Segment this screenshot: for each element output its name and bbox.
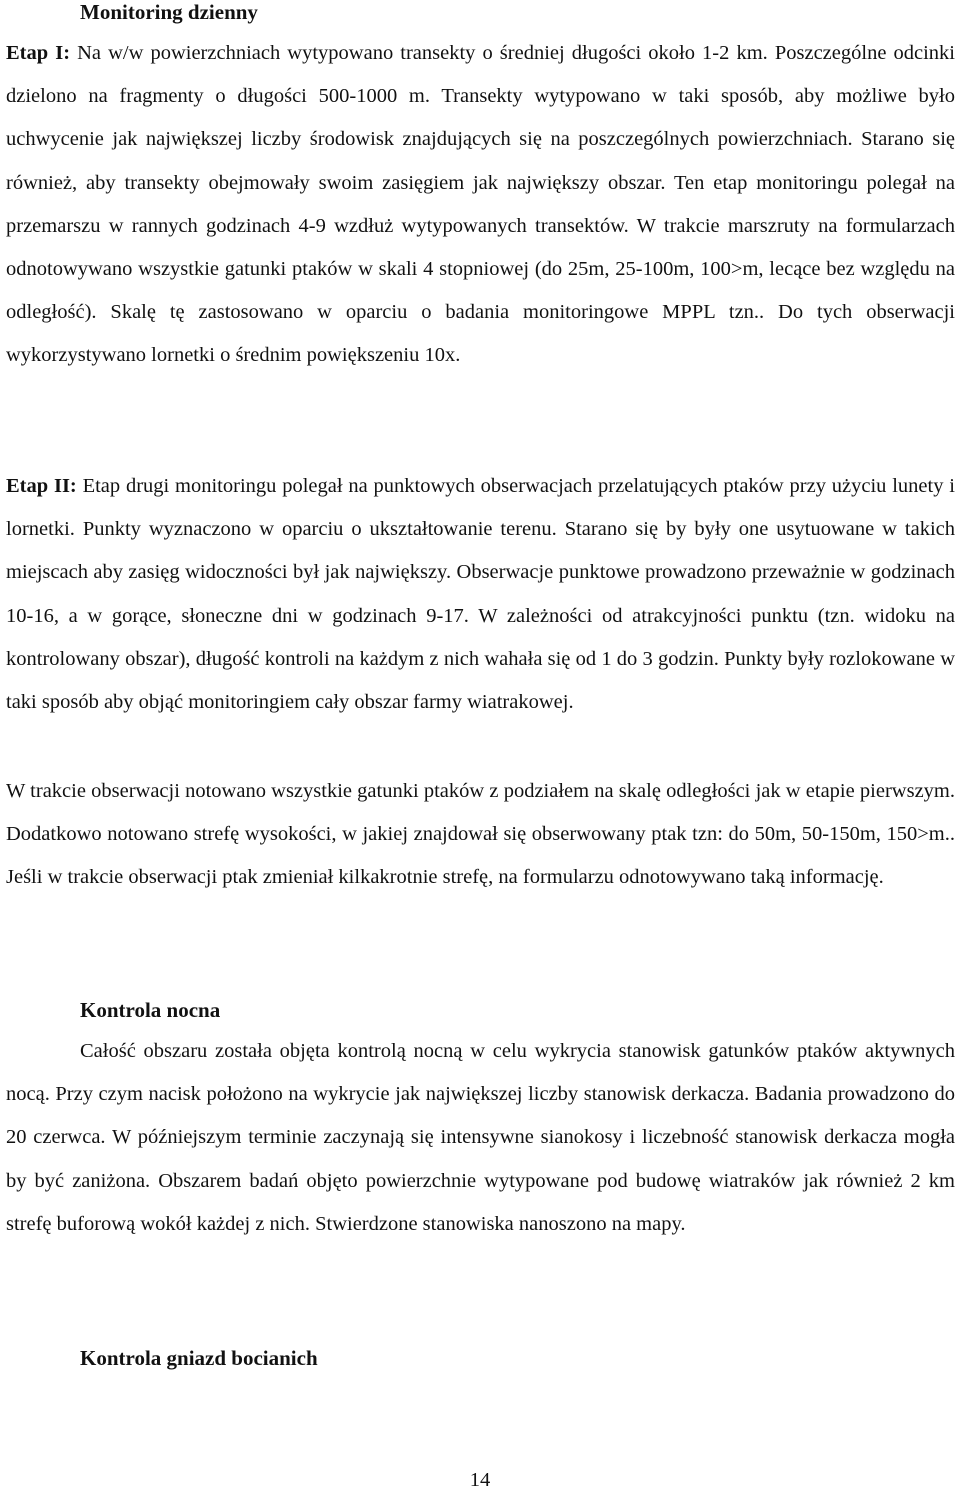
etap-2-label: Etap II: xyxy=(6,475,77,497)
page-number: 14 xyxy=(469,1469,491,1491)
section-heading-monitoring-dzienny: Monitoring dzienny xyxy=(80,0,258,24)
paragraph-obserwacje: W trakcie obserwacji notowano wszystkie gatunki ptaków z podziałem na skalę odległości jak w etapie pierwszym. Dodatkowo notowano strefę wysokości, w jakiej znajdował się obserwowany ptak tzn: do 50m, 50-150m, 150>m.. Jeśli w trakcie obserwacji ptak zmieniał kilkakrotnie strefę, na formularzu odnotowywano taką informację. xyxy=(6,780,955,889)
etap-1-text: Na w/w powierzchniach wytypowano transekty o średniej długości około 1-2 km. Poszczególne odcinki dzielono na fragmenty o długości 500-1000 m. Transekty wytypowano w taki sposób, aby możliwe było uchwycenie jak największej liczby środowisk znajdujących się na poszczególnych powierzchniach. Starano się również, aby transekty obejmowały swoim zasięgiem jak największy obszar. Ten etap monitoringu polegał na przemarszu w rannych godzinach 4-9 wzdłuż wytypowanych transektów. W trakcie marszruty na formularzach odnotowywano wszystkie gatunki ptaków w skali 4 stopniowej (do 25m, 25-100m, 100>m, lecące bez względu na odległość). Skalę tę zastosowano w oparciu o badania monitoringowe MPPL tzn.. Do tych obserwacji wykorzystywano lornetki o średnim powiększeniu 10x. xyxy=(6,42,955,367)
paragraph-etap-2 xyxy=(6,465,955,724)
etap-2-text: Etap drugi monitoringu polegał na punktowych obserwacjach przelatujących ptaków przy użyciu lunety i lornetki. Punkty wyznaczono w oparciu o ukształtowanie terenu. Starano się by były one usytuowane w takich miejscach aby zasięg widoczności był jak największy. Obserwacje punktowe prowadzono przeważnie w godzinach 10-16, a w gorące, słoneczne dni w godzinach 9-17. W zależności od atrakcyjności punktu (tzn. widoku na kontrolowany obszar), długość kontroli na każdym z nich wahała się od 1 do 3 godzin. Punkty były rozlokowane w taki sposób aby objąć monitoringiem cały obszar farmy wiatrakowej. xyxy=(6,475,955,714)
section-heading-kontrola-nocna: Kontrola nocna xyxy=(80,998,221,1022)
etap-1-label: Etap I: xyxy=(6,42,71,64)
section-heading-kontrola-gniazd: Kontrola gniazd bocianich xyxy=(80,1346,318,1370)
paragraph-etap-1 xyxy=(6,32,955,378)
paragraph-kontrola-nocna: Całość obszaru została objęta kontrolą nocną w celu wykrycia stanowisk gatunków ptaków aktywnych nocą. Przy czym nacisk położono na wykrycie jak największej liczby stanowisk derkacza. Badania prowadzono do 20 czerwca. W późniejszym terminie zaczynają się intensywne sianokosy i liczebność stanowisk derkacza mogła by być zaniżona. Obszarem badań objęto powierzchnie wytypowane pod budowę wiatraków jak również 2 km strefę buforową wokół każdej z nich. Stwierdzone stanowiska nanoszono na mapy. xyxy=(6,1040,955,1235)
